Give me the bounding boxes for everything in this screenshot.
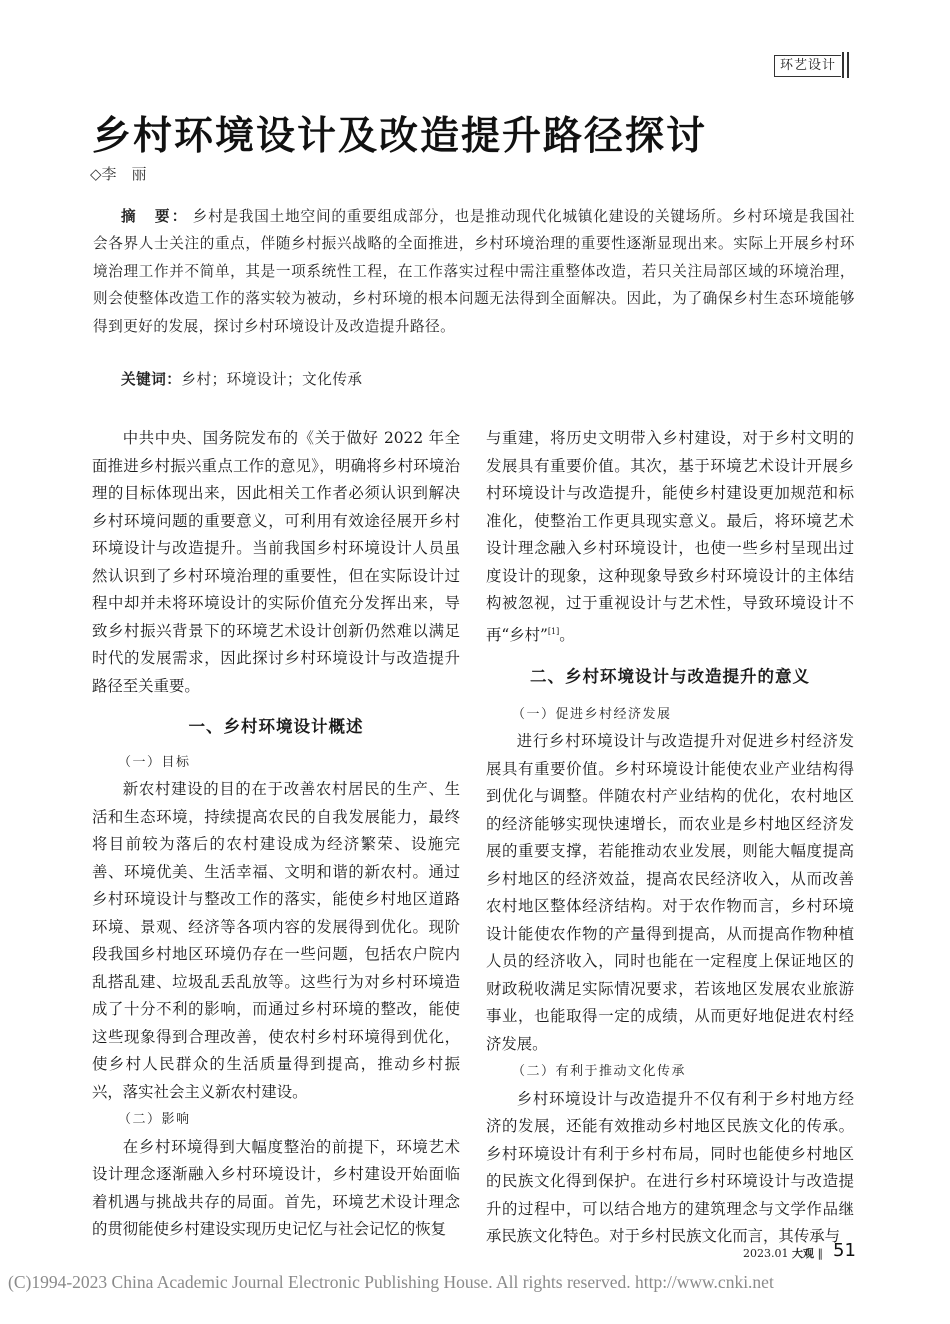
keywords-label: 关键词： bbox=[121, 371, 182, 388]
section-tag-bars bbox=[841, 52, 851, 78]
keywords bbox=[121, 368, 363, 389]
right-column bbox=[486, 425, 854, 1251]
section-1-heading: 一、乡村环境设计概述 bbox=[188, 717, 364, 736]
article-title: 乡村环境设计及改造提升路径探讨 bbox=[92, 114, 708, 159]
keywords-text: 乡村；环境设计；文化传承 bbox=[181, 371, 363, 388]
subsection-1-2-continued: 与重建，将历史文明带入乡村建设，对于乡村文明的发展具有重要价值。其次，基于环境艺术设计开展乡村环境设计与改造提升，能使乡村建设更加规范和标准化，使整治工作更具现实意义。最后，将环境艺术设计理念融入乡村环境设计，也使一些乡村呈现出过度设计的现象，这种现象导致乡村环境设计的主体结构被忽视，过于重视设计与艺术性，导致环境设计不再“乡村”[1]。 bbox=[486, 429, 854, 644]
abstract bbox=[93, 203, 855, 340]
subsection-1-1-paragraph: 新农村建设的目的在于改善农村居民的生产、生活和生态环境，持续提高农民的自我发展能力，最终将目前较为落后的农村建设成为经济繁荣、设施完善、环境优美、生活幸福、文明和谐的新农村。通过乡村环境设计与整改工作的落实，能使乡村地区道路环境、景观、经济等各项内容的发展得到优化。现阶段我国乡村地区环境仍存在一些问题，包括农户院内乱搭乱建、垃圾乱丢乱放等。这些行为对乡村环境造成了十分不利的影响，而通过乡村环境的整改，能使这些现象得到合理改善，使农村乡村环境得到优化，使乡村人民群众的生活质量得到提高，推动乡村振兴，落实社会主义新农村建设。 bbox=[92, 780, 460, 1101]
subsection-2-1-heading: （一）促进乡村经济发展 bbox=[512, 706, 672, 722]
journal-info bbox=[743, 1245, 823, 1261]
article-author: ◇李 丽 bbox=[90, 165, 147, 183]
footer-separator: ‖ bbox=[817, 1247, 823, 1260]
journal-name: 大观 bbox=[792, 1247, 814, 1260]
page-number: 51 bbox=[833, 1240, 856, 1261]
section-2-heading: 二、乡村环境设计与改造提升的意义 bbox=[530, 667, 810, 687]
left-column bbox=[92, 425, 460, 1244]
subsection-2-2-heading: （二）有利于推动文化传承 bbox=[512, 1064, 687, 1080]
intro-paragraph: 中共中央、国务院发布的《关于做好 2022 年全面推进乡村振兴重点工作的意见》，明确将乡村环境治理的目标体现出来，因此相关工作者必须认识到解决乡村环境问题的重要意义，可利用有效途径展开乡村环境设计与改造提升。当前我国乡村环境设计人员虽然认识到了乡村环境治理的重要性，但在实际设计过程中却并未将环境设计的实际价值充分发挥出来，导致乡村振兴背景下的环境艺术设计创新仍然难以满足时代的发展需求，因此探讨乡村环境设计与改造提升路径至关重要。 bbox=[92, 429, 460, 695]
subsection-1-2-heading: （二）影响 bbox=[118, 1112, 191, 1127]
abstract-text: 乡村是我国土地空间的重要组成部分，也是推动现代化城镇化建设的关键场所。乡村环境是我国社会各界人士关注的重点，伴随乡村振兴战略的全面推进，乡村环境治理的重要性逐渐显现出来。实际上开展乡村环境治理工作并不简单，其是一项系统性工程，在工作落实过程中需注重整体改造，若只关注局部区域的环境治理，则会使整体改造工作的落实较为被动，乡村环境的根本问题无法得到全面解决。因此，为了确保乡村生态环境能够得到更好的发展，探讨乡村环境设计及改造提升路径。 bbox=[93, 208, 855, 335]
section-tag: 环艺设计 bbox=[774, 55, 841, 77]
subsection-1-1-heading: （一）目标 bbox=[118, 754, 191, 770]
subsection-1-2-paragraph: 在乡村环境得到大幅度整治的前提下，环境艺术设计理念逐渐融入乡村环境设计，乡村建设开始面临着机遇与挑战共存的局面。首先，环境艺术设计理念的贯彻能使乡村建设实现历史记忆与社会记忆的恢复 bbox=[92, 1137, 460, 1238]
abstract-label: 摘 要： bbox=[121, 208, 189, 225]
subsection-2-1-paragraph: 进行乡村环境设计与改造提升对促进乡村经济发展具有重要价值。乡村环境设计能使农业产业结构得到优化与调整。伴随农村产业结构的优化，农村地区的经济能够实现快速增长，而农业是乡村地区经济发展的重要支撑，若能推动农业发展，则能大幅度提高乡村地区的经济效益，提高农民经济收入，从而改善农村地区整体经济结构。对于农作物而言，乡村环境设计能使农作物的产量得到提高，从而提高作物种植人员的经济收入，同时也能在一定程度上保证地区的财政税收满足实际情况要求，若该地区发展农业旅游事业，也能取得一定的成绩，从而更好地促进农村经济发展。 bbox=[486, 732, 854, 1053]
issue-number: 2023.01 bbox=[743, 1247, 789, 1260]
copyright-watermark: (C)1994-2023 China Academic Journal Electronic Publishing House. All rights reserved. http://www.cnki.net bbox=[8, 1272, 774, 1292]
subsection-2-2-paragraph: 乡村环境设计与改造提升不仅有利于乡村地方经济的发展，还能有效推动乡村地区民族文化的传承。乡村环境设计有利于乡村布局，同时也能使乡村地区的民族文化得到保护。在进行乡村环境设计与改造提升的过程中，可以结合地方的建筑理念与文学作品继承民族文化特色。对于乡村民族文化而言，其传承与 bbox=[486, 1089, 854, 1246]
citation-ref: [1] bbox=[547, 626, 560, 636]
